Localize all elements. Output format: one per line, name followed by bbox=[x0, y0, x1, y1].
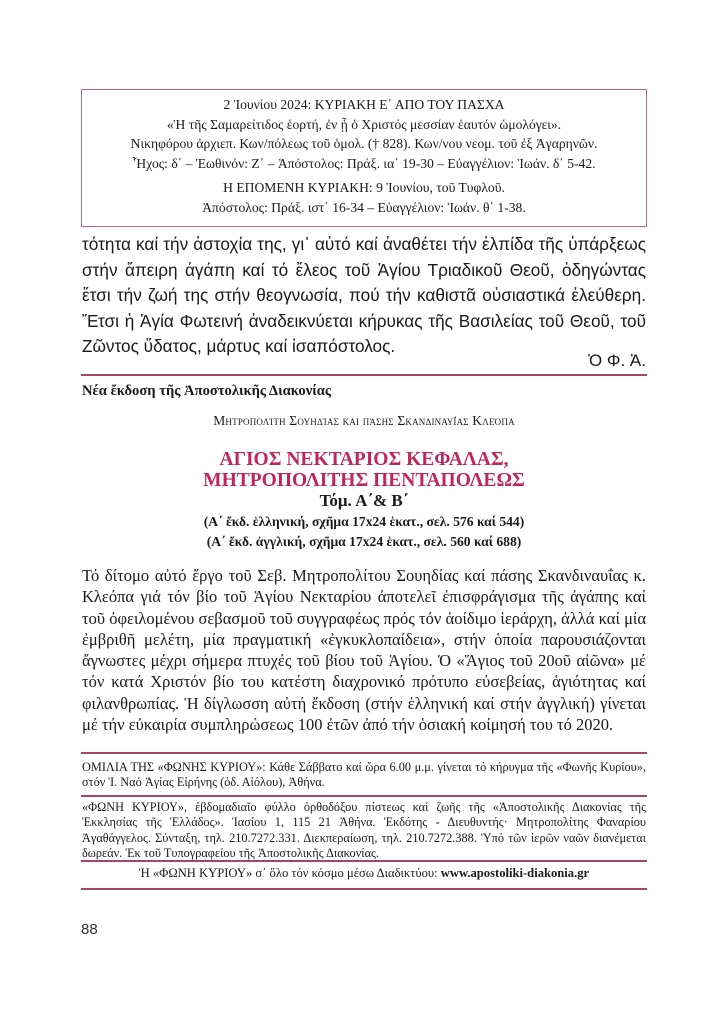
book-title-line-1: ΑΓΙΟΣ ΝΕΚΤΑΡΙΟΣ ΚΕΦΑΛΑΣ, bbox=[219, 449, 509, 470]
book-description: Τό δίτομο αὐτό ἔργο τοῦ Σεβ. Μητροπολίτου Σουηδίας καί πάσης Σκανδιναυΐας κ. Κλεόπα γιά τόν βίο τοῦ Ἁγίου Νεκταρίου ἀποτελεῖ ἐπισφράγισμα τῆς ἀγάπης καί τοῦ ὀφειλομένου σεβασμοῦ τοῦ συγγραφέως πρός τόν ἀοίδιμο ἱεράρχη, ἀλλά καί μία ἐμβριθῆ μελέτη, μία πραγματική «ἐγκυκλοπαίδεια», στήν ὁποία παρουσιάζονται ἄγνωστες μέχρι σήμερα πτυχές τοῦ βίου τοῦ Ἁγίου. Ὁ «Ἅγιος τοῦ 20οῦ αἰῶνα» μέ τόν κατά Χριστόν βίο του κατέστη διαχρονικό πρότυπο εὐσεβείας, ἁγιότητας καί φιλανθρωπίας. Ἡ δίγλωσση αὐτή ἔκδοση (στήν ἑλληνική καί στήν ἀγγλική) γίνεται μέ τήν εὐκαιρία συμπληρώσεως 100 ἐτῶν ἀπό τήν ὁσιακή κοίμησή του τό 2020. bbox=[82, 566, 646, 735]
website-line bbox=[82, 866, 646, 881]
liturgy-calendar-box bbox=[81, 89, 647, 227]
section-divider bbox=[81, 374, 647, 376]
liturgy-date-line: 2 Ἰουνίου 2024: ΚΥΡΙΑΚΗ Ε΄ ΑΠΟ ΤΟΥ ΠΑΣΧΑ bbox=[223, 97, 505, 112]
footer-divider-2 bbox=[81, 795, 647, 797]
feast-description: «Ἡ τῆς Σαμαρείτιδος ἑορτή, ἐν ᾗ ὁ Χριστός μεσσίαν ἑαυτόν ὡμολόγει». bbox=[166, 116, 562, 132]
author-signature: Ὁ Φ. Ἀ. bbox=[588, 351, 646, 370]
page-number: 88 bbox=[81, 921, 98, 938]
greek-edition-details: (Α΄ ἔκδ. ἑλληνική, σχῆμα 17x24 ἑκατ., σελ. 576 καί 544) bbox=[203, 514, 525, 529]
new-edition-heading: Νέα ἔκδοση τῆς Ἀποστολικῆς Διακονίας bbox=[82, 383, 332, 399]
book-title-line-2: ΜΗΤΡΟΠΟΛΙΤΗΣ ΠΕΝΤΑΠΟΛΕΩΣ bbox=[203, 470, 525, 491]
publisher-info: «ΦΩΝΗ ΚΥΡΙΟΥ», ἑβδομαδιαῖο φύλλο ὀρθοδόξου πίστεως καί ζωῆς τῆς «Ἀποστολικῆς Διακονίας τῆς Ἐκκλησίας τῆς Ἑλλάδος». Ἰασίου 1, 115 21 Ἀθήνα. Ἐκδότης - Διευθυντής· Μητροπολίτης Φαναρίου Ἀγαθάγγελος. Σύνταξη, τηλ. 210.7272.331. Διεκπεραίωση, τηλ. 210.7272.388. Ὑπό τῶν ἱερῶν ναῶν διανέμεται δωρεάν. Ἐκ τοῦ Τυπογραφείου τῆς Ἀποστολικῆς Διακονίας. bbox=[82, 800, 646, 860]
english-edition-details: (Α΄ ἔκδ. ἀγγλική, σχῆμα 17x24 ἑκατ., σελ. 560 καί 688) bbox=[206, 534, 522, 549]
sermon-notice: ΟΜΙΛΙΑ ΤΗΣ «ΦΩΝΗΣ ΚΥΡΙΟΥ»: Κάθε Σάββατο καί ὥρα 6.00 μ.μ. γίνεται τό κήρυγμα τῆς «Φωνῆς Κυρίου», στόν Ἱ. Ναό Ἁγίας Εἰρήνης (ὁδ. Αἰόλου), Ἀθήνα. bbox=[82, 760, 646, 790]
readings-of-day: Ἦχος: δ΄ – Ἑωθινόν: Ζ΄ – Ἀπόστολος: Πράξ. ια΄ 19-30 – Εὐαγγέλιον: Ἰωάν. δ΄ 5-42. bbox=[132, 155, 596, 171]
footer-divider-3 bbox=[81, 860, 647, 862]
next-sunday-line: Η ΕΠΟΜΕΝΗ ΚΥΡΙΑΚΗ: 9 Ἰουνίου, τοῦ Τυφλοῦ. bbox=[223, 180, 505, 195]
book-volumes: Τόμ. Α΄& Β΄ bbox=[319, 491, 409, 510]
website-prefix: Ἡ «ΦΩΝΗ ΚΥΡΙΟΥ» σ᾽ ὅλο τόν κόσμο μέσω Διαδικτύου: bbox=[138, 866, 441, 880]
footer-divider-1 bbox=[81, 752, 647, 754]
next-sunday-readings: Ἀπόστολος: Πράξ. ιστ΄ 16-34 – Εὐαγγέλιον: Ἰωάν. θ΄ 1-38. bbox=[202, 199, 526, 215]
website-link[interactable]: www.apostoliki-diakonia.gr bbox=[440, 866, 590, 880]
saints-commemorated: Νικηφόρου ἀρχιεπ. Κων/πόλεως τοῦ ὁμολ. († 828). Κων/νου νεομ. τοῦ ἐξ Ἀγαρηνῶν. bbox=[130, 136, 598, 151]
continuation-paragraph: τότητα καί τήν ἀστοχία της, γι᾽ αὐτό καί ἀναθέτει τήν ἐλπίδα τῆς ὑπάρξεως στήν ἄπειρη ἀγάπη καί τό ἔλεος τοῦ Ἁγίου Τριαδικοῦ Θεοῦ, ὁδηγώντας ἔτσι τήν ζωή της στήν θεογνωσία, πού τήν καθιστᾶ οὐσιαστικά ἐλεύθερη. Ἔτσι ἡ Ἁγία Φωτεινή ἀναδεικνύεται κήρυκας τῆς Βασιλείας τοῦ Θεοῦ, τοῦ Ζῶντος ὕδατος, μάρτυς καί ἰσαπόστολος. bbox=[82, 234, 646, 357]
footer-divider-4 bbox=[81, 888, 647, 890]
book-author: Μητροπολίτη Σουηδίας και πάσης Σκανδιναυΐας Κλεόπα bbox=[213, 413, 515, 428]
book-title bbox=[82, 449, 646, 491]
